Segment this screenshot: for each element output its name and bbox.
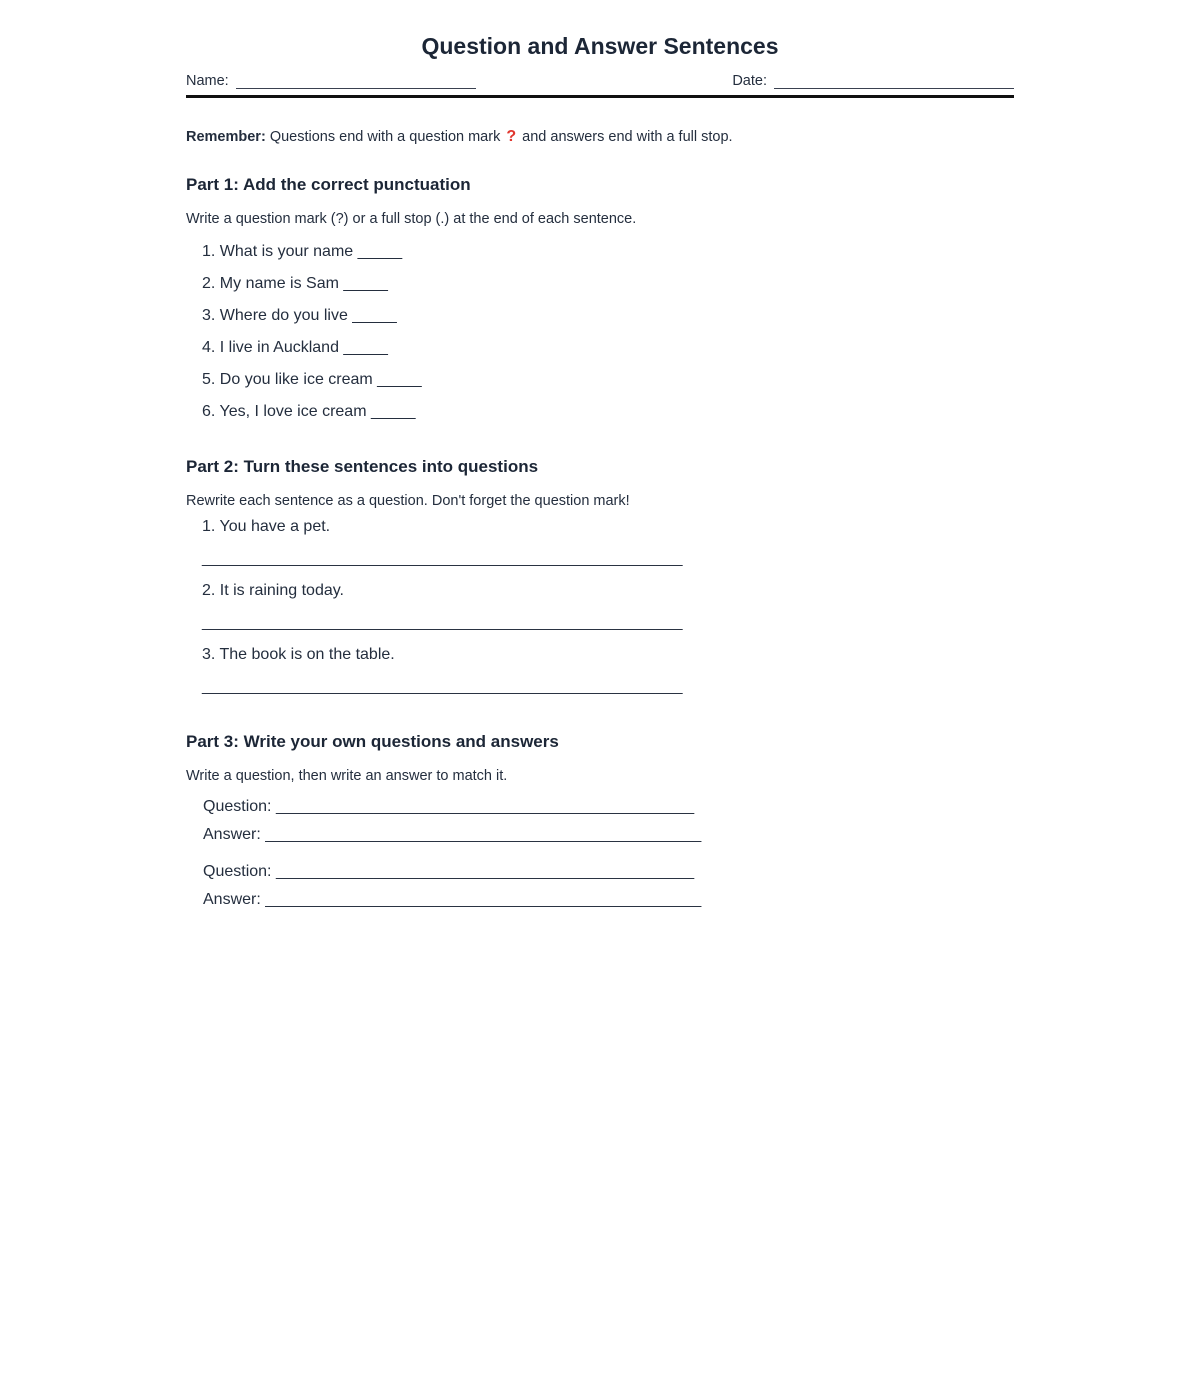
qa-pair	[186, 793, 1014, 849]
part1-heading: Part 1: Add the correct punctuation	[186, 174, 471, 194]
question-row	[203, 858, 1014, 886]
remember-text-after: and answers end with a full stop.	[522, 128, 733, 145]
name-field	[186, 73, 476, 89]
question-label: Question:	[203, 797, 272, 815]
red-question-mark: ?	[506, 127, 517, 145]
part2-answer-line: ______________________________________________________	[202, 677, 683, 695]
date-field	[732, 73, 1014, 89]
part2-list	[186, 511, 1014, 703]
page-title: Question and Answer Sentences	[421, 33, 779, 59]
part2-item	[202, 575, 1014, 639]
part2-section	[186, 456, 1014, 703]
answer-row	[203, 821, 1014, 849]
part2-sentence: 1. You have a pet.	[202, 517, 331, 535]
part2-answer-line: ______________________________________________________	[202, 613, 683, 631]
remember-text-before: Questions end with a question mark	[269, 128, 501, 145]
part1-item: 6. Yes, I love ice cream _____	[202, 402, 416, 420]
part2-item	[202, 511, 1014, 575]
part2-heading: Part 2: Turn these sentences into questions	[186, 456, 539, 476]
remember-note	[186, 128, 1014, 146]
part1-instruction: Write a question mark (?) or a full stop (.) at the end of each sentence.	[186, 210, 637, 227]
part2-sentence: 2. It is raining today.	[202, 581, 344, 599]
part1-item: 1. What is your name _____	[202, 242, 403, 260]
part3-heading: Part 3: Write your own questions and answers	[186, 731, 559, 751]
answer-row	[203, 886, 1014, 914]
part1-item: 2. My name is Sam _____	[202, 274, 388, 292]
part1-item: 4. I live in Auckland _____	[202, 338, 388, 356]
answer-label: Answer:	[203, 890, 261, 908]
name-label: Name:	[186, 72, 229, 89]
part3-instruction: Write a question, then write an answer to match it.	[186, 767, 508, 784]
header-divider	[186, 95, 1014, 98]
part1-section	[186, 174, 1014, 428]
part3-section	[186, 731, 1014, 914]
question-write-line: _______________________________________________	[275, 797, 695, 815]
part1-item: 5. Do you like ice cream _____	[202, 370, 422, 388]
question-label: Question:	[203, 862, 272, 880]
answer-write-line: _________________________________________________	[265, 825, 702, 843]
part1-item: 3. Where do you live _____	[202, 306, 397, 324]
remember-label: Remember:	[186, 128, 266, 145]
answer-label: Answer:	[203, 825, 261, 843]
part2-sentence: 3. The book is on the table.	[202, 645, 395, 663]
question-row	[203, 793, 1014, 821]
worksheet-page	[186, 0, 1014, 914]
part1-list	[186, 236, 1014, 428]
date-label: Date:	[732, 72, 767, 89]
qa-pair	[186, 858, 1014, 914]
name-write-line	[236, 73, 476, 89]
name-date-row	[186, 73, 1014, 89]
part2-answer-line: ______________________________________________________	[202, 549, 683, 567]
answer-write-line: _________________________________________________	[265, 890, 702, 908]
part2-item	[202, 639, 1014, 703]
part2-instruction: Rewrite each sentence as a question. Don't forget the question mark!	[186, 492, 630, 509]
date-write-line	[774, 73, 1014, 89]
question-write-line: _______________________________________________	[275, 862, 695, 880]
